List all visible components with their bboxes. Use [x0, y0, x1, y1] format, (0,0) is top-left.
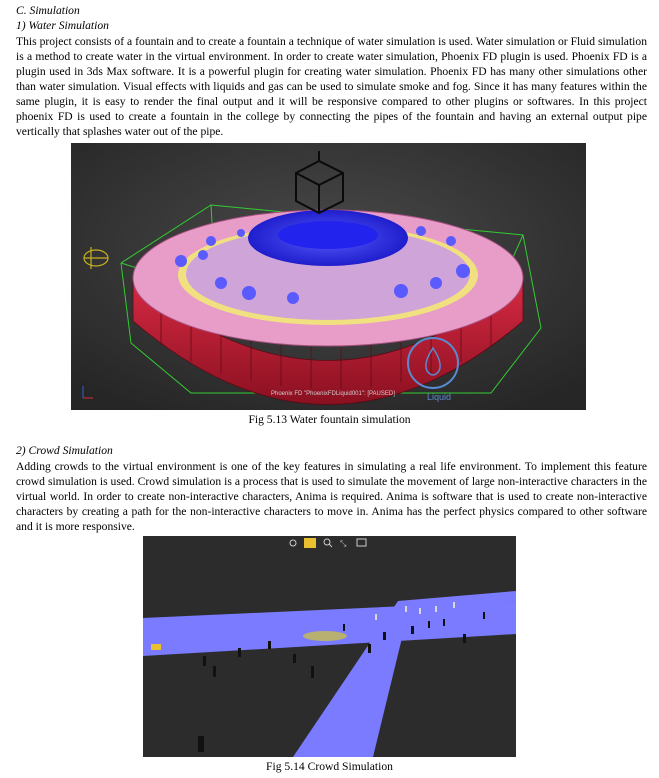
- central-water-top: [278, 221, 378, 249]
- phoenix-status-text: Phoenix FD "PhoenixFDLiquid001": [PAUSED]: [271, 391, 395, 397]
- plaza-marker: [303, 631, 347, 641]
- pan-icon[interactable]: [304, 538, 316, 548]
- figure-5-14-caption: Fig 5.14 Crowd Simulation: [266, 760, 393, 773]
- section-heading: C. Simulation: [16, 4, 80, 17]
- fountain-render: [71, 143, 586, 410]
- foreground-character: [198, 736, 204, 752]
- water-fountain-figure: [71, 143, 586, 410]
- crowd-render: [143, 536, 516, 757]
- liquid-badge-label: Liquid: [427, 392, 452, 402]
- crowd-figure: [143, 536, 516, 757]
- crowd-simulation-paragraph: Adding crowds to the virtual environment is one of the key features in simulating a real life environment. To implement this feature crowd simulation is used. Crowd simulation is a process that is used to simulate the movement of large non-interactive characters in the virtual world. In order to create non-interactive characters, Anima is required. Anima is software that is used to create non-interactive characters by creating a path for the non-interactive characters to move in. Anima has the perfect physics compared to other software and it is more responsive.: [16, 460, 647, 533]
- frame-icon[interactable]: ⤡: [340, 539, 347, 548]
- water-simulation-heading: 1) Water Simulation: [16, 19, 109, 32]
- water-simulation-paragraph: This project consists of a fountain and to create a fountain a technique of water simulation is used. Water simulation or Fluid simulation is a method to create water in the virtual environment. In order to create water simulation, Phoenix FD plugin is used. Phoenix FD is a plugin used in 3ds Max software. It is a powerful plugin for creating water simulation. Phoenix FD has many other simulations other than water simulation. Visual effects with liquids and gas can be used to simulate smoke and fog. Since it has many features within the same plugin, it is easy to render the final output and it will be responsive compared to other plugins or softwares. In this project phoenix FD is used to create a fountain in the college by connecting the pipes of the fountain and having an external output pipe vertically that splashes water out of the pipe.: [16, 35, 647, 138]
- path-marker-icon: [151, 644, 161, 650]
- crowd-simulation-heading: 2) Crowd Simulation: [16, 444, 113, 457]
- figure-5-13-caption: Fig 5.13 Water fountain simulation: [248, 413, 411, 426]
